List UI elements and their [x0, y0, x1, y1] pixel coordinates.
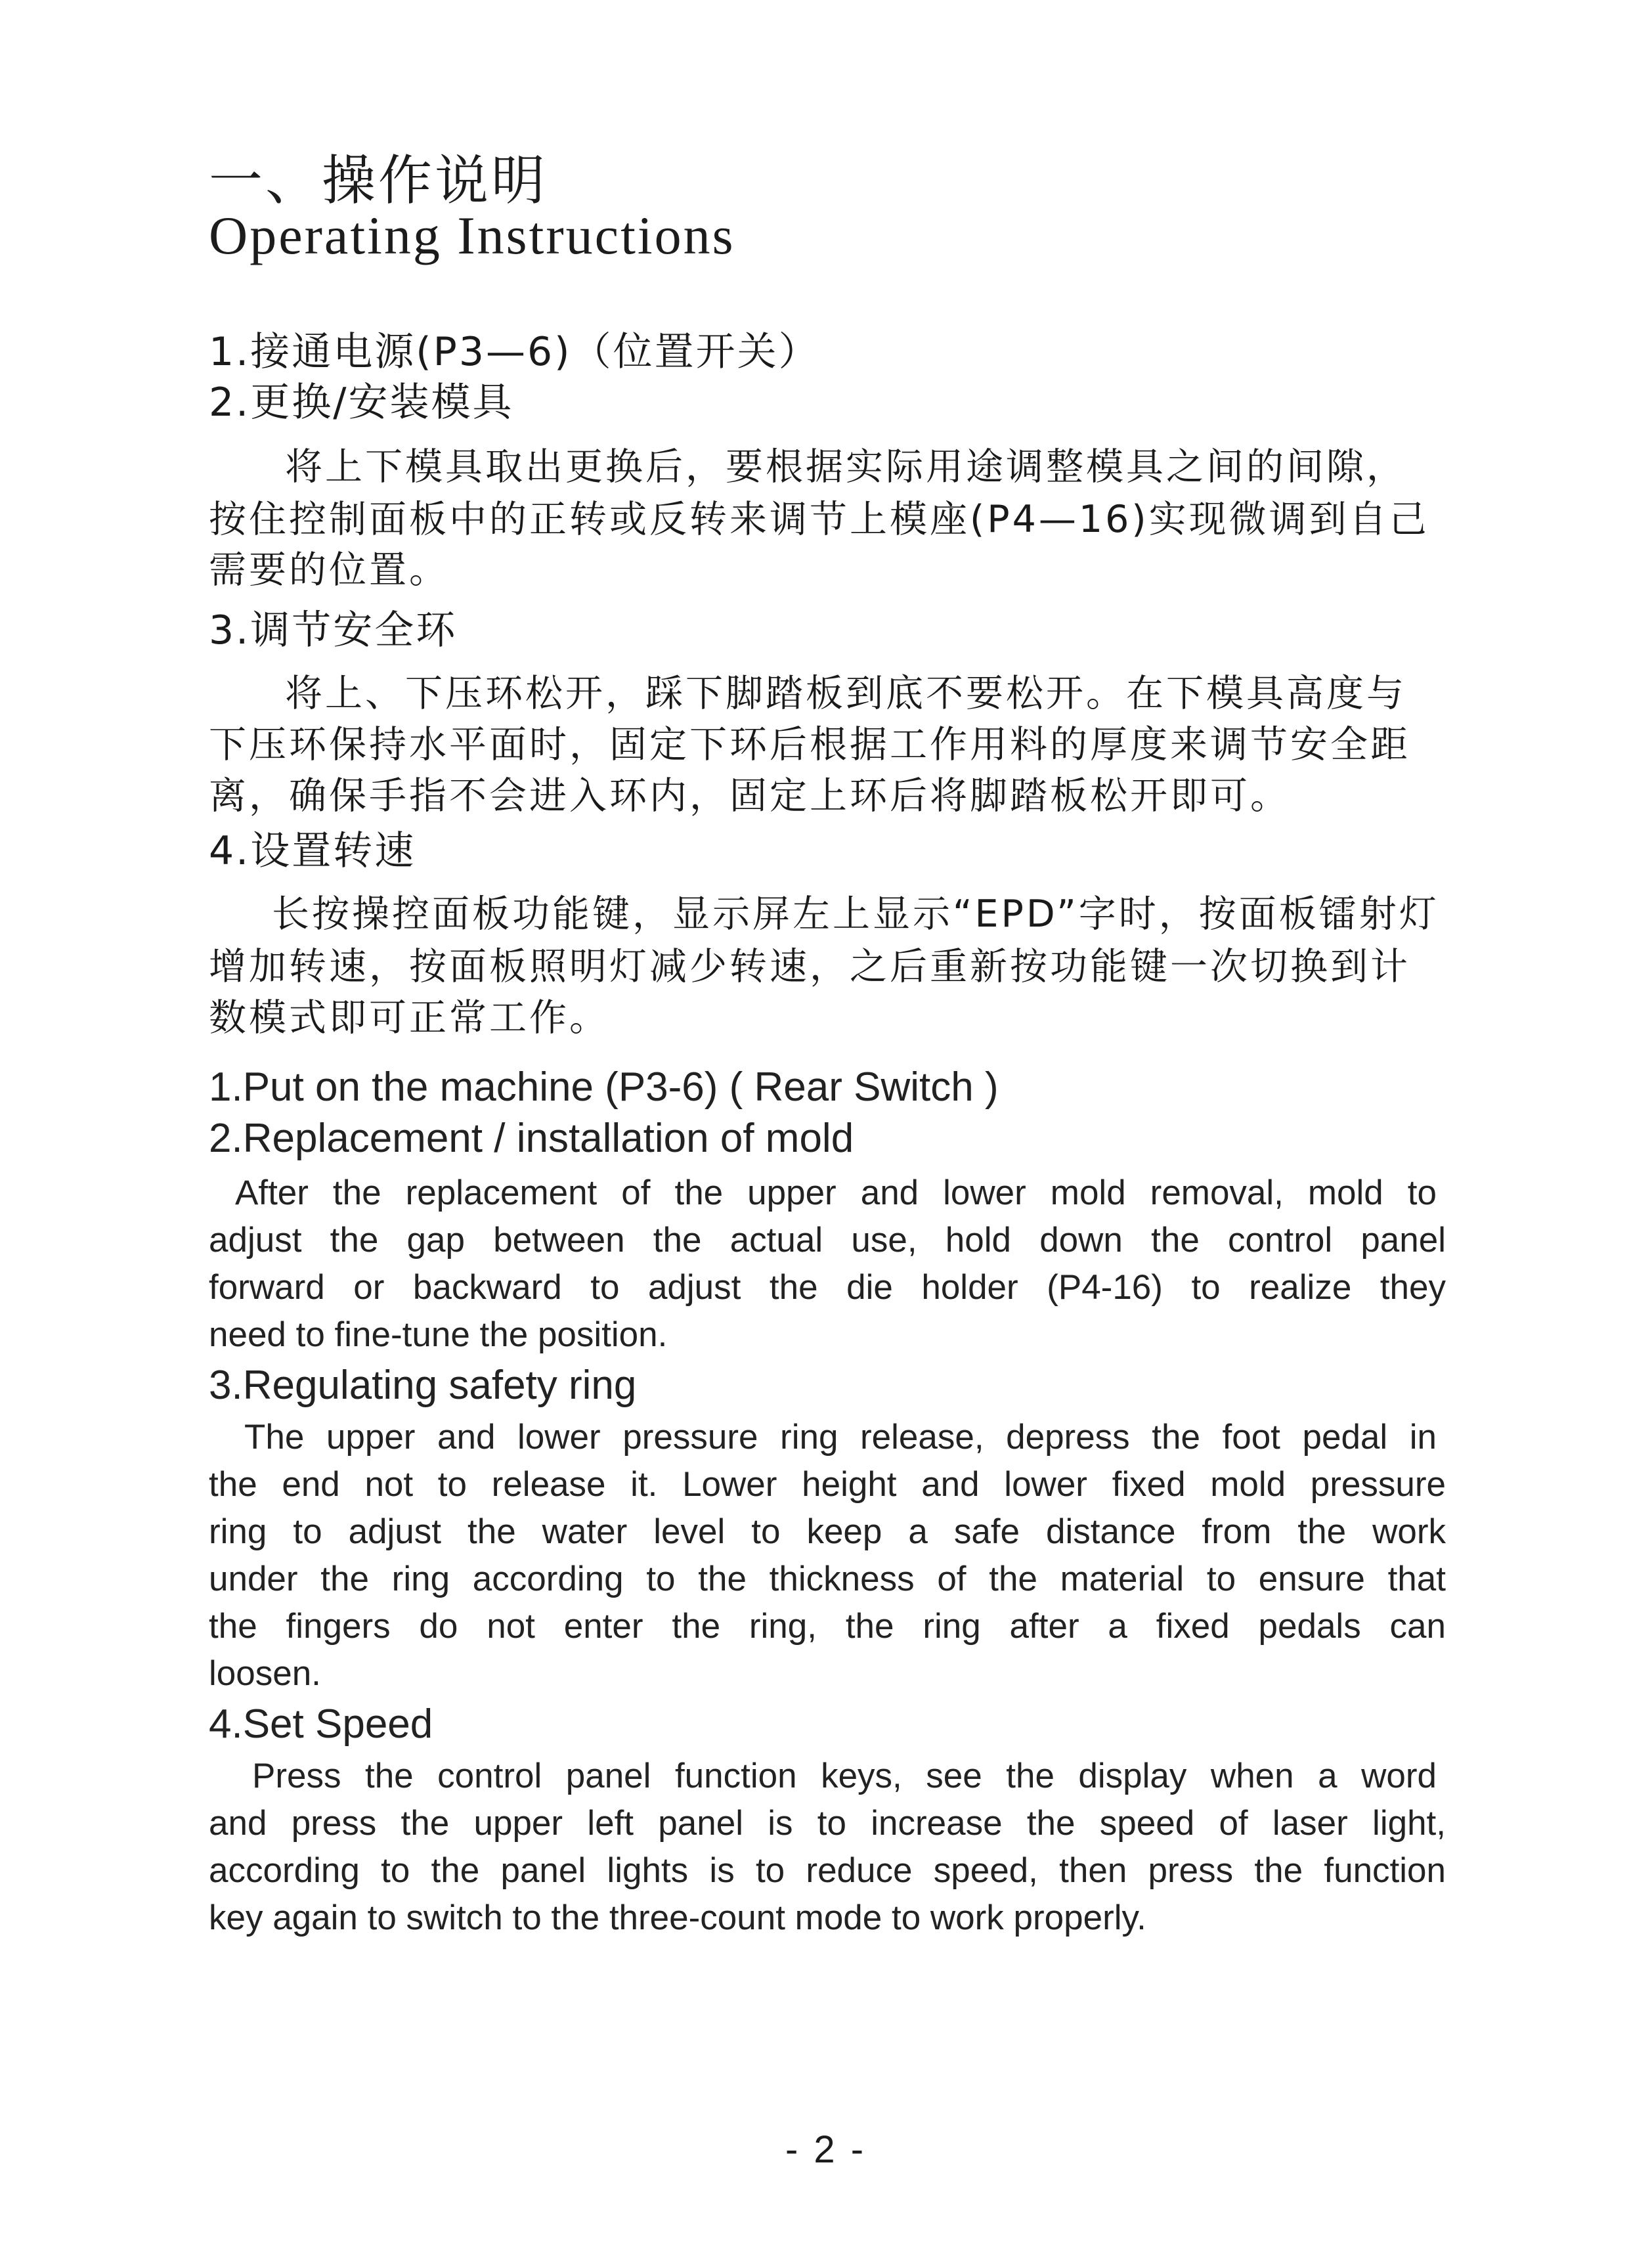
en-step-3-line: the fingers do not enter the ring, the ring after a fixed pedals can [209, 1607, 1446, 1646]
en-step-4-line: according to the panel lights is to reduce speed, then press the function [209, 1851, 1446, 1890]
cn-step-4-line: 长按操控面板功能键，显示屏左上显示“EPD”字时，按面板镭射灯 [272, 892, 1439, 936]
section-title-chinese: 一、操作说明 [209, 150, 548, 212]
en-step-2-line: forward or backward to adjust the die holder (P4-16) to realize they [209, 1268, 1446, 1307]
en-step-2-line: After the replacement of the upper and lower mold removal, mold to [235, 1173, 1437, 1212]
en-step-2-heading: 2.Replacement / installation of mold [209, 1116, 854, 1161]
cn-step-3-heading: 3.调节安全环 [209, 607, 458, 653]
cn-step-2-heading: 2.更换/安装模具 [209, 380, 514, 426]
en-step-4-line: key again to switch to the three-count mode to work properly. [209, 1898, 1146, 1937]
cn-step-4-line: 数模式即可正常工作。 [209, 996, 609, 1040]
en-step-4-line: and press the upper left panel is to increase the speed of laser light, [209, 1804, 1446, 1843]
en-step-3-line: ring to adjust the water level to keep a safe distance from the work [209, 1512, 1446, 1551]
en-step-4-heading: 4.Set Speed [209, 1701, 433, 1747]
cn-step-2-line: 按住控制面板中的正转或反转来调节上模座(P4—16)实现微调到自己 [209, 498, 1429, 541]
en-step-4-line: Press the control panel function keys, see the display when a word [252, 1757, 1437, 1795]
cn-step-3-line: 将上、下压环松开，踩下脚踏板到底不要松开。在下模具高度与 [285, 672, 1406, 715]
en-step-1-heading: 1.Put on the machine (P3-6) ( Rear Switch ) [209, 1064, 999, 1110]
cn-step-3-line: 下压环保持水平面时，固定下环后根据工作用料的厚度来调节安全距 [209, 723, 1410, 766]
cn-step-4-heading: 4.设置转速 [209, 828, 416, 874]
page-number: - 2 - [785, 2128, 867, 2171]
section-title-english: Operating Instructions [209, 206, 735, 265]
en-step-3-heading: 3.Regulating safety ring [209, 1363, 637, 1408]
en-step-3-line: The upper and lower pressure ring release, depress the foot pedal in [244, 1418, 1437, 1457]
en-step-2-line: adjust the gap between the actual use, hold down the control panel [209, 1221, 1446, 1260]
en-step-3-line: the end not to release it. Lower height and lower fixed mold pressure [209, 1465, 1446, 1504]
cn-step-2-line: 将上下模具取出更换后，要根据实际用途调整模具之间的间隙， [285, 445, 1406, 489]
en-step-3-line: under the ring according to the thickness of the material to ensure that [209, 1560, 1446, 1598]
en-step-3-line: loosen. [209, 1654, 321, 1693]
cn-step-3-line: 离，确保手指不会进入环内，固定上环后将脚踏板松开即可。 [209, 774, 1290, 818]
cn-step-4-line: 增加转速，按面板照明灯减少转速，之后重新按功能键一次切换到计 [209, 945, 1410, 988]
cn-step-1-heading: 1.接通电源(P3—6)（位置开关） [209, 329, 820, 375]
en-step-2-line: need to fine-tune the position. [209, 1315, 668, 1354]
cn-step-2-line: 需要的位置。 [209, 548, 449, 592]
